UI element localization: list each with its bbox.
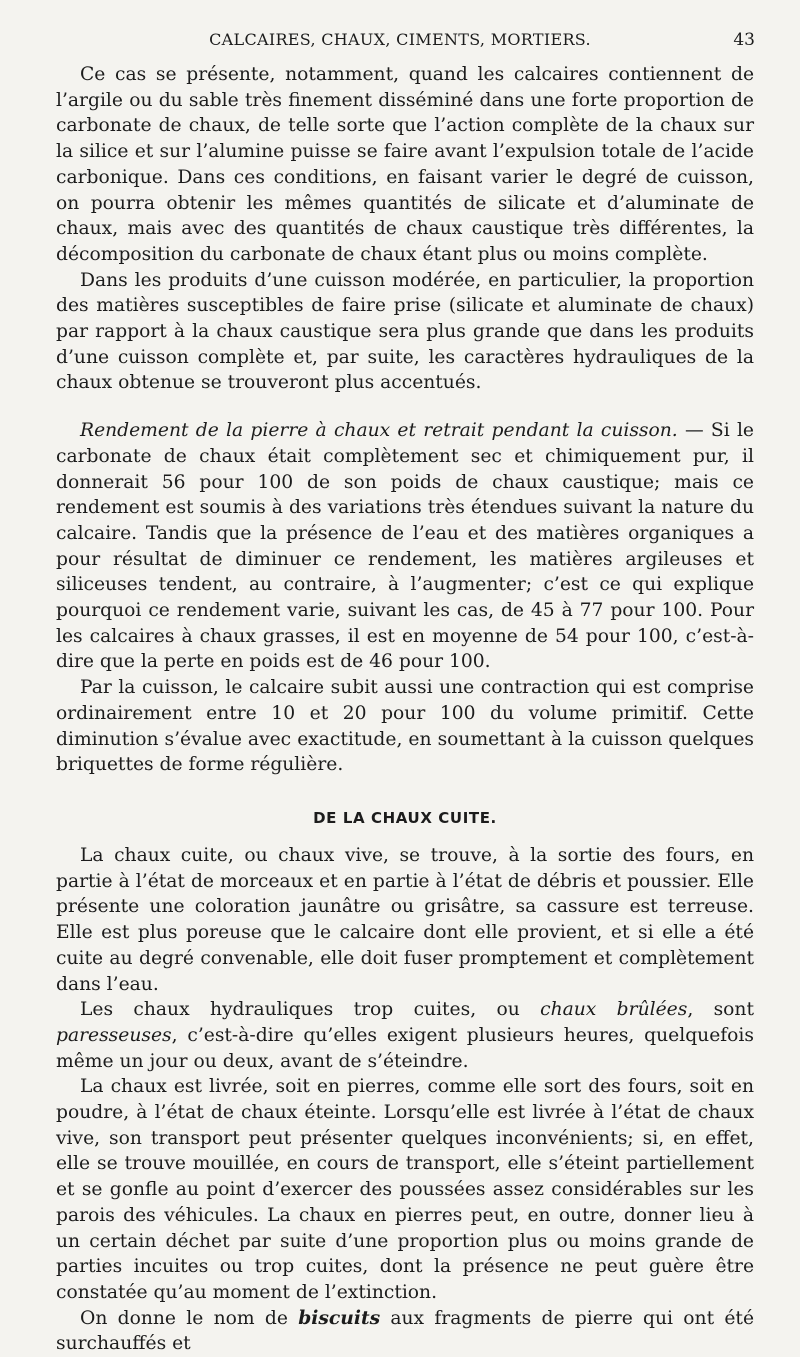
paragraph: [56, 1306, 754, 1357]
paragraph-text: , c’est-à-dire qu’elles exigent plusieurs heures, quelquefois même un jour ou deux, avant de s’éteindre.: [56, 1024, 754, 1072]
paragraph: La chaux cuite, ou chaux vive, se trouve, à la sortie des fours, en partie à l’état de morceaux et en partie à l’état de débris et poussier. Elle présente une coloration jaunâtre ou grisâtre, sa cassure est terreuse. Elle est plus poreuse que le calcaire dont elle provient, et si elle a été cuite au degré convenable, elle doit fuser promptement et complètement dans l’eau.: [56, 844, 754, 995]
paragraph: Par la cuisson, le calcaire subit aussi une contraction qui est comprise ordinairement entre 10 et 20 pour 100 du volume primitif. Cette diminution s’évalue avec exactitude, en soumettant à la cuisson quelques briquettes de forme régulière.: [56, 677, 754, 776]
italic-term: paresseuses: [56, 1024, 172, 1046]
body-text: [56, 62, 754, 1357]
paragraph-text: aux fragments de pierre qui ont été surchauffés et: [56, 1307, 755, 1355]
running-head: [0, 30, 800, 56]
italic-term: chaux brûlées: [540, 999, 688, 1021]
paragraph: La chaux est livrée, soit en pierres, comme elle sort des fours, soit en poudre, à l’état de chaux éteinte. Lorsqu’elle est livrée à l’état de chaux vive, son transport peut présenter quelques inconvénients; si, en effet, elle se trouve mouillée, en cours de transport, elle s’éteint partiellement et se gonfle au point d’exercer des poussées assez considérables sur les parois des véhicules. La chaux en pierres peut, en outre, donner lieu à un certain déchet par suite d’une proportion plus ou moins grande de parties incuites ou trop cuites, dont la présence ne peut guère être constatée qu’au moment de l’extinction.: [56, 1076, 754, 1303]
page-number: 43: [733, 30, 755, 50]
paragraph-text: On donne le nom de: [80, 1307, 299, 1329]
paragraph-spacer: [56, 396, 754, 418]
bold-italic-term: biscuits: [298, 1306, 381, 1329]
paragraph: Dans les produits d’une cuisson modérée, en particulier, la proportion des matières susceptibles de faire prise (silicate et aluminate de chaux) par rapport à la chaux caustique sera plus grande que dans les produits d’une cuisson complète et, par suite, les caractères hydrauliques de la chaux obtenue se trouveront plus accentués.: [56, 269, 754, 394]
running-title: CALCAIRES, CHAUX, CIMENTS, MORTIERS.: [209, 30, 591, 49]
paragraph-text: , sont: [687, 999, 754, 1021]
paragraph-text: Les chaux hydrauliques trop cuites, ou: [80, 999, 541, 1021]
paragraph: Ce cas se présente, notamment, quand les calcaires contiennent de l’argile ou du sable très finement disséminé dans une forte proportion de carbonate de chaux, de telle sorte que l’action complète de la chaux sur la silice et sur l’alumine puisse se faire avant l’expulsion totale de l’acide carbonique. Dans ces conditions, en faisant varier le degré de cuisson, on pourra obtenir les mêmes quantités de silicate et d’aluminate de chaux, mais avec des quantités de chaux caustique très différentes, la décomposition du carbonate de chaux étant plus ou moins complète.: [56, 64, 754, 265]
paragraph: [56, 997, 754, 1074]
paragraph-rendement: [56, 418, 754, 675]
paragraph-text: — Si le carbonate de chaux était complètement sec et chimiquement pur, il donnerait 56 pour 100 de son poids de chaux caustique; mais ce rendement est soumis à des variations très étendues suivant la nature du calcaire. Tandis que la présence de l’eau et des matières organiques a pour résultat de diminuer ce rendement, les matières argileuses et siliceuses tendent, au contraire, à l’augmenter; c’est ce qui explique pourquoi ce rendement varie, suivant les cas, de 45 à 77 pour 100. Pour les calcaires à chaux grasses, il est en moyenne de 54 pour 100, c’est-à-dire que la perte en poids est de 46 pour 100.: [56, 420, 754, 673]
section-heading: DE LA CHAUX CUITE.: [313, 808, 497, 827]
paragraph-title: Rendement de la pierre à chaux et retrait pendant la cuisson.: [80, 420, 678, 442]
